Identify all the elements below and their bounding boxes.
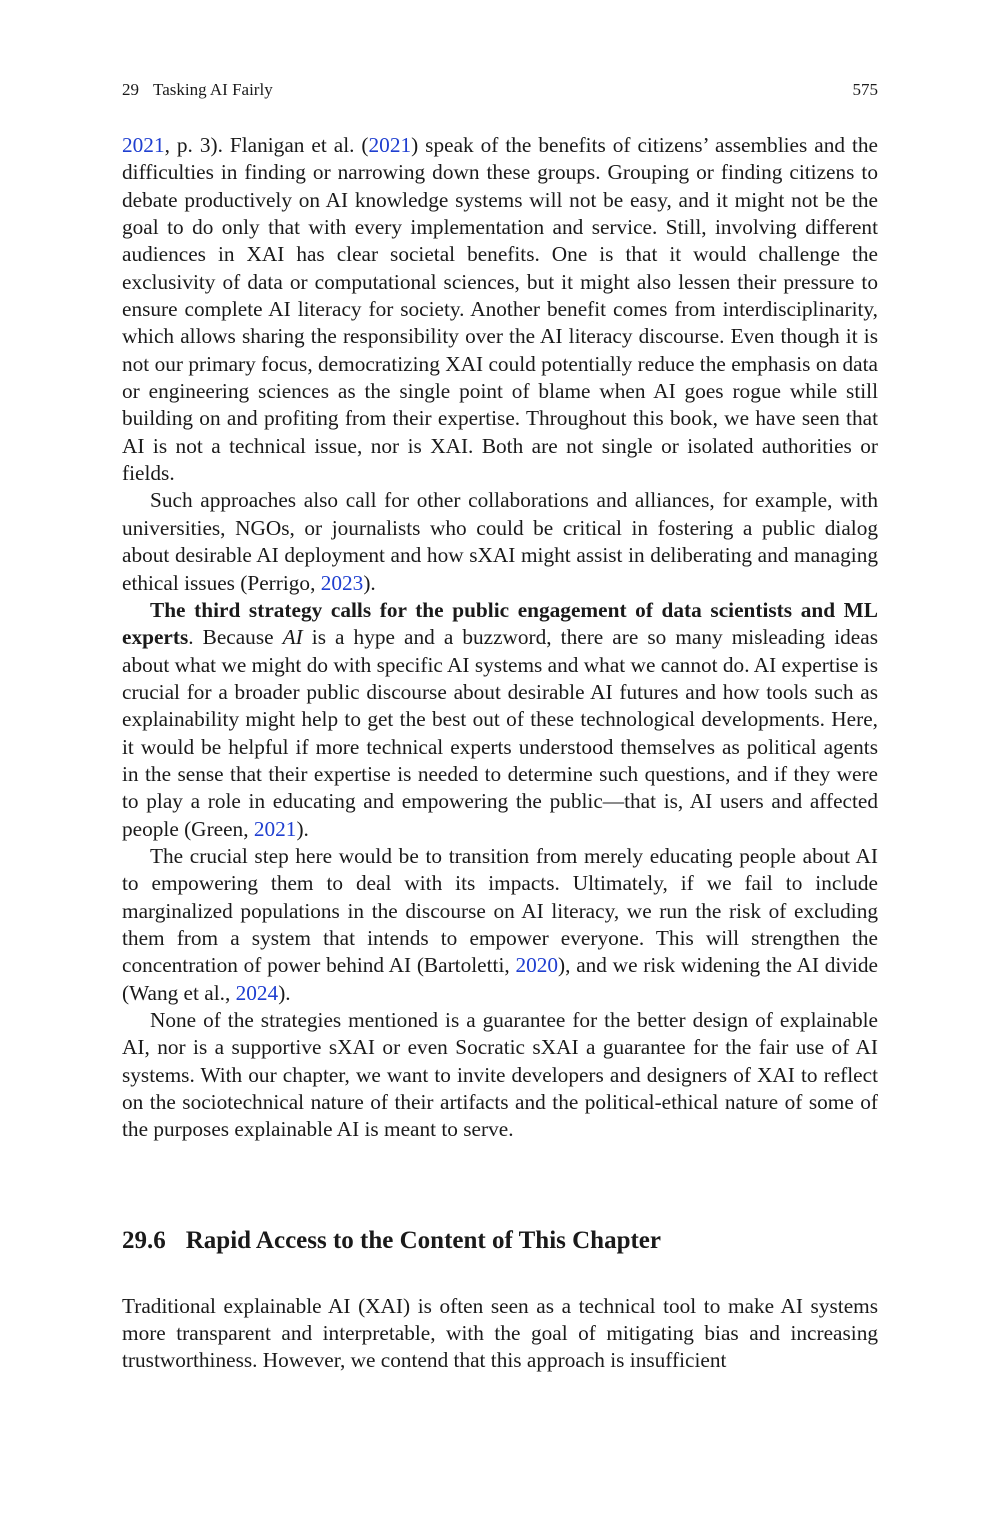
citation-link[interactable]: 2021 [368,133,412,157]
page-number: 575 [852,80,878,99]
text: is a hype and a buzzword, there are so many misleading ideas about what we might do with specific AI systems and what we cannot do. AI expertise is crucial for a broader public discourse about desirable AI futures and how tools such as explainability might help to get the best out of these technological developments. Here, it would be helpful if more technical experts understood themselves as political agents in the sense that their expertise is needed to determine such questions, and if they were to play a role in educating and empowering the public—that is, AI users and affected people (Green, [122,625,878,841]
chapter-number: 29 [122,80,139,99]
section-number: 29.6 [122,1226,166,1254]
bold-text: The third strategy calls for the public engagement of data scientists and ML experts [122,597,878,650]
citation-link[interactable]: 2020 [515,953,559,978]
text: ), and we risk widening the AI divide (Wang et al., [122,953,878,1005]
section-heading [122,1225,878,1257]
chapter-heading [122,76,273,104]
citation-link[interactable]: 2023 [320,570,364,595]
text: ). [363,570,376,595]
text: ) speak of the benefits of citizens’ assemblies and the difficulties in finding or narrowing down these groups. Grouping or finding citizens to debate productively on AI knowledge systems will not be easy, and it might not be the goal to do only that with every implementation and service. Still, involving different audiences in XAI has clear societal benefits. One is that it would challenge the exclusivity of data or computational sciences, but it might also lessen their pressure to ensure complete AI literacy for society. Another benefit comes from interdisciplinarity, which allows sharing the responsibility over the AI literacy discourse. Even though it is not our primary focus, democratizing XAI could potentially reduce the emphasis on data or engineering sciences as the single point of blame when AI goes rogue while still building on and profiting from their expertise. Throughout this book, we have seen that AI is not a technical issue, nor is XAI. Both are not single or isolated authorities or fields. [122,133,878,486]
text: None of the strategies mentioned is a guarantee for the better design of explainable AI, nor is a supportive sXAI or even Socratic sXAI a guarantee for the fair use of AI systems. With our chapter, we want to invite developers and designers of XAI to reflect on the sociotechnical nature of their artifacts and the political-ethical nature of some of the purposes explainable AI is meant to serve. [122,1008,878,1142]
text: ). [296,816,309,841]
text: Such approaches also call for other collaborations and alliances, for example, with universities, NGOs, or journalists who could be critical in fostering a public dialog about desirable AI deployment and how sXAI might assist in deliberating and managing ethical issues (Perrigo, [122,488,878,595]
body-text [122,132,878,1144]
citation-link[interactable]: 2024 [235,980,279,1005]
chapter-title: Tasking AI Fairly [153,80,273,99]
paragraph [122,1007,878,1144]
section-paragraph: Traditional explainable AI (XAI) is often seen as a technical tool to make AI systems more transparent and interpretable, with the goal of mitigating bias and increasing trustworthiness. However, we contend that this approach is insufficient [122,1293,878,1373]
text: , p. 3). Flanigan et al. ( [164,133,369,157]
citation-link[interactable]: 2021 [253,816,297,841]
text: . Because [188,625,283,650]
section-title: Rapid Access to the Content of This Chapter [185,1226,661,1254]
text: ). [278,980,291,1005]
paragraph [122,487,878,596]
paragraph [122,597,878,843]
page [122,76,878,1375]
italic-text: AI [282,625,303,650]
text: The crucial step here would be to transition from merely educating people about AI to empowering them to deal with its impacts. Ultimately, if we fail to include marginalized populations in the discourse on AI literacy, we run the risk of excluding them from a system that intends to empower everyone. This will strengthen the concentration of power behind AI (Bartoletti, [122,843,878,978]
paragraph [122,843,878,1007]
paragraph [122,132,878,487]
citation-link[interactable]: 2021 [122,133,165,157]
running-head [122,76,878,104]
